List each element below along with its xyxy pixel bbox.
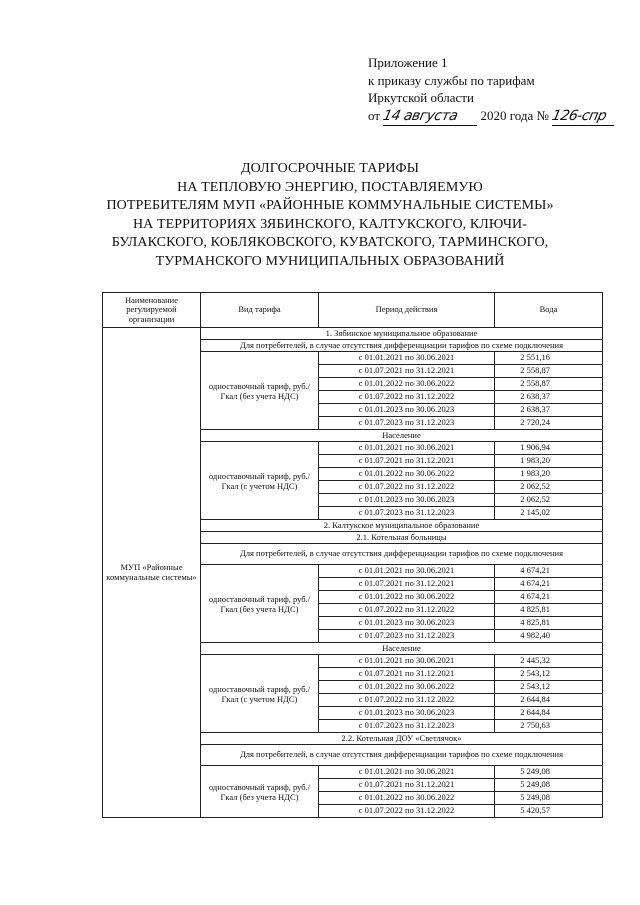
subsection-heading: 2.2. Котельная ДОУ «Светлячок» xyxy=(201,733,603,745)
period-cell: с 01.07.2021 по 31.12.2021 xyxy=(319,668,495,681)
value-cell: 2 543,12 xyxy=(495,668,603,681)
population-heading: Население xyxy=(201,643,603,655)
value-cell: 5 249,08 xyxy=(495,779,603,792)
section-heading: 1. Зябинское муниципальное образование xyxy=(201,328,603,340)
value-cell: 4 674,21 xyxy=(495,565,603,578)
period-cell: с 01.01.2023 по 30.06.2023 xyxy=(319,494,495,507)
period-cell: с 01.01.2021 по 30.06.2021 xyxy=(319,352,495,365)
period-cell: с 01.07.2023 по 31.12.2023 xyxy=(319,417,495,430)
period-cell: с 01.07.2021 по 31.12.2021 xyxy=(319,455,495,468)
appendix-block xyxy=(368,54,614,126)
tariff-type-cell: одноставочный тариф, руб./Гкал (без учета НДС) xyxy=(201,766,319,818)
value-cell: 5 249,08 xyxy=(495,792,603,805)
value-cell: 1 906,94 xyxy=(495,442,603,455)
period-cell: с 01.07.2023 по 31.12.2023 xyxy=(319,720,495,733)
value-cell: 2 558,87 xyxy=(495,365,603,378)
period-cell: с 01.01.2022 по 30.06.2022 xyxy=(319,468,495,481)
period-cell: с 01.07.2021 по 31.12.2021 xyxy=(319,779,495,792)
section-heading: 2. Калтукское муниципальное образование xyxy=(201,520,603,532)
organization-cell: МУП «Районные коммунальные системы» xyxy=(103,328,201,818)
appendix-year: 2020 года № xyxy=(480,107,549,123)
value-cell: 2 445,32 xyxy=(495,655,603,668)
period-cell: с 01.01.2022 по 30.06.2022 xyxy=(319,591,495,604)
value-cell: 2 750,63 xyxy=(495,720,603,733)
header-tariff-type: Вид тарифа xyxy=(201,293,319,328)
appendix-line-1: Приложение 1 xyxy=(368,55,448,70)
title-line-5: БУЛАКСКОГО, КОБЛЯКОВСКОГО, КУВАТСКОГО, ТАРМИНСКОГО, xyxy=(111,235,549,250)
condition-heading: Для потребителей, в случае отсутствия дифференциации тарифов по схеме подключения xyxy=(201,745,603,766)
period-cell: с 01.01.2021 по 30.06.2021 xyxy=(319,442,495,455)
value-cell: 2 644,84 xyxy=(495,694,603,707)
period-cell: с 01.01.2023 по 30.06.2023 xyxy=(319,404,495,417)
appendix-line-4 xyxy=(368,107,614,127)
tariff-table xyxy=(102,292,603,818)
period-cell: с 01.07.2021 по 31.12.2021 xyxy=(319,578,495,591)
tariff-table-wrapper xyxy=(102,292,602,818)
period-cell: с 01.07.2021 по 31.12.2021 xyxy=(319,365,495,378)
value-cell: 2 720,24 xyxy=(495,417,603,430)
period-cell: с 01.07.2022 по 31.12.2022 xyxy=(319,391,495,404)
value-cell: 2 638,37 xyxy=(495,404,603,417)
title-line-6: ТУРМАНСКОГО МУНИЦИПАЛЬНЫХ ОБРАЗОВАНИЙ xyxy=(155,253,505,269)
handwritten-date: 14 августа xyxy=(381,107,460,124)
value-cell: 2 145,02 xyxy=(495,507,603,520)
period-cell: с 01.01.2021 по 30.06.2021 xyxy=(319,565,495,578)
tariff-type-cell: одноставочный тариф, руб./Гкал (с учетом НДС) xyxy=(201,442,319,520)
value-cell: 4 674,21 xyxy=(495,578,603,591)
value-cell: 4 982,40 xyxy=(495,630,603,643)
period-cell: с 01.07.2022 по 31.12.2022 xyxy=(319,604,495,617)
title-line-1: ДОЛГОСРОЧНЫЕ ТАРИФЫ xyxy=(240,161,420,176)
title-line-3: ПОТРЕБИТЕЛЯМ МУП «РАЙОННЫЕ КОММУНАЛЬНЫЕ СИСТЕМЫ» xyxy=(106,198,554,213)
value-cell: 4 825,81 xyxy=(495,617,603,630)
tariff-type-cell: одноставочный тариф, руб./Гкал (без учета НДС) xyxy=(201,565,319,643)
tariff-type-cell: одноставочный тариф, руб./Гкал (без учета НДС) xyxy=(201,352,319,430)
period-cell: с 01.01.2022 по 30.06.2022 xyxy=(319,792,495,805)
appendix-prefix: от xyxy=(368,107,381,123)
value-cell: 2 543,12 xyxy=(495,681,603,694)
header-organization: Наименование регулируемой организации xyxy=(103,293,201,328)
period-cell: с 01.07.2022 по 31.12.2022 xyxy=(319,805,495,818)
value-cell: 2 062,52 xyxy=(495,481,603,494)
period-cell: с 01.01.2023 по 30.06.2023 xyxy=(319,617,495,630)
period-cell: с 01.07.2022 по 31.12.2022 xyxy=(319,694,495,707)
table-header-row xyxy=(103,293,603,328)
value-cell: 2 558,87 xyxy=(495,378,603,391)
value-cell: 2 062,52 xyxy=(495,494,603,507)
period-cell: с 01.07.2023 по 31.12.2023 xyxy=(319,507,495,520)
condition-heading: Для потребителей, в случае отсутствия дифференциации тарифов по схеме подключения xyxy=(201,340,603,352)
period-cell: с 01.01.2022 по 30.06.2022 xyxy=(319,378,495,391)
header-period: Период действия xyxy=(319,293,495,328)
period-cell: с 01.01.2023 по 30.06.2023 xyxy=(319,707,495,720)
title-line-2: НА ТЕПЛОВУЮ ЭНЕРГИЮ, ПОСТАВЛЯЕМУЮ xyxy=(177,179,483,195)
value-cell: 4 674,21 xyxy=(495,591,603,604)
subsection-heading: 2.1. Котельная больницы xyxy=(201,532,603,544)
condition-heading: Для потребителей, в случае отсутствия дифференциации тарифов по схеме подключения xyxy=(201,544,603,565)
appendix-line-2: к приказу службы по тарифам xyxy=(368,72,535,88)
appendix-line-3: Иркутской области xyxy=(368,90,474,105)
header-water: Вода xyxy=(495,293,603,328)
value-cell: 2 551,16 xyxy=(495,352,603,365)
handwritten-number: 126-спр xyxy=(550,107,609,124)
title-line-4: НА ТЕРРИТОРИЯХ ЗЯБИНСКОГО, КАЛТУКСКОГО, КЛЮЧИ- xyxy=(132,216,528,232)
period-cell: с 01.01.2022 по 30.06.2022 xyxy=(319,681,495,694)
period-cell: с 01.07.2023 по 31.12.2023 xyxy=(319,630,495,643)
value-cell: 5 420,57 xyxy=(495,805,603,818)
period-cell: с 01.07.2022 по 31.12.2022 xyxy=(319,481,495,494)
value-cell: 4 825,81 xyxy=(495,604,603,617)
value-cell: 2 644,84 xyxy=(495,707,603,720)
value-cell: 2 638,37 xyxy=(495,391,603,404)
value-cell: 1 983,20 xyxy=(495,468,603,481)
document-title xyxy=(60,160,600,271)
tariff-type-cell: одноставочный тариф, руб./Гкал (с учетом НДС) xyxy=(201,655,319,733)
value-cell: 1 983,20 xyxy=(495,455,603,468)
period-cell: с 01.01.2021 по 30.06.2021 xyxy=(319,766,495,779)
population-heading: Население xyxy=(201,430,603,442)
period-cell: с 01.01.2021 по 30.06.2021 xyxy=(319,655,495,668)
value-cell: 5 249,08 xyxy=(495,766,603,779)
table-row xyxy=(103,328,603,340)
